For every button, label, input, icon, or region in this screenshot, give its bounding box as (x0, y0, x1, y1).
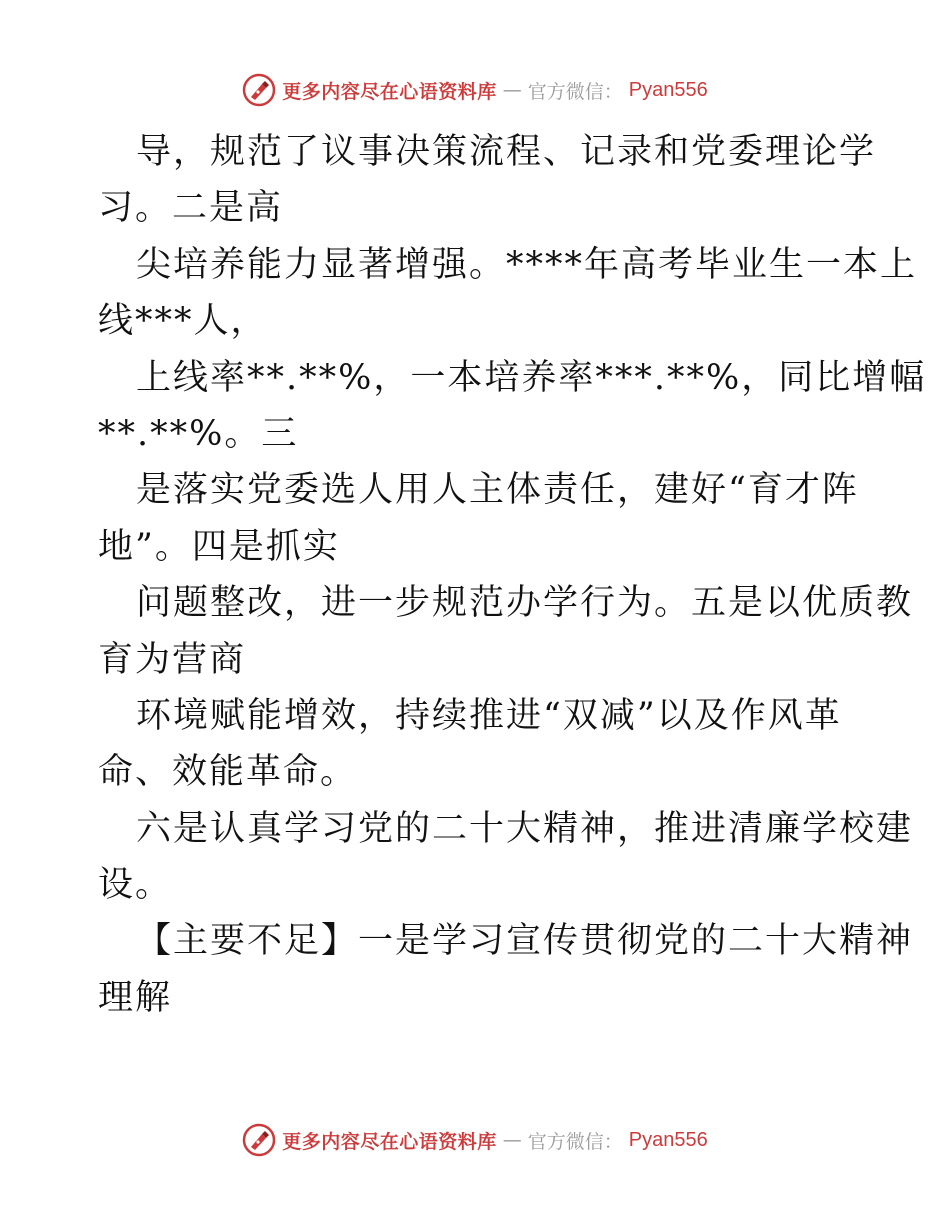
body-line: 理解 (98, 977, 173, 1018)
header-watermark (0, 70, 950, 110)
body-line: 导，规范了议事决策流程、记录和党委理论学 (136, 132, 877, 172)
watermark-dash: — (502, 1129, 522, 1151)
body-line: 环境赋能增效，持续推进“双减”以及作风革 (136, 695, 842, 736)
body-line: 上线率**.**%，一本培养率***.**%，同比增幅 (136, 357, 927, 398)
watermark-dash: — (502, 79, 522, 101)
watermark-wechat-id: Pyan556 (628, 78, 708, 101)
watermark-wechat-id: Pyan556 (628, 1128, 708, 1151)
pen-nib-logo-icon (242, 1123, 276, 1157)
body-line: 六是认真学习党的二十大精神，推进清廉学校建 (136, 808, 914, 849)
body-line: 尖培养能力显著增强。****年高考毕业生一本上 (136, 244, 918, 285)
watermark-wechat-label: 官方微信： (527, 1130, 623, 1153)
watermark-title: 更多内容尽在心语资料库 (282, 1130, 497, 1153)
body-line: 地”。四是抓实 (98, 526, 340, 567)
pen-nib-logo-icon (242, 73, 276, 107)
body-line: 问题整改，进一步规范办学行为。五是以优质教 (136, 583, 914, 624)
body-line: 命、效能革命。 (98, 752, 358, 793)
footer-watermark (0, 1120, 950, 1160)
watermark-title: 更多内容尽在心语资料库 (282, 80, 497, 103)
body-line: 设。 (98, 865, 173, 906)
body-line: 育为营商 (98, 639, 247, 680)
watermark-wechat-label: 官方微信： (527, 80, 623, 103)
document-body (98, 124, 927, 1026)
body-line: **.**%。三 (98, 413, 299, 454)
body-line: 【主要不足】一是学习宣传贯彻党的二十大精神 (136, 921, 914, 962)
body-line: 习。二是高 (98, 188, 284, 229)
body-line: 是落实党委选人用人主体责任，建好“育才阵 (136, 470, 859, 511)
body-line: 线***人， (98, 301, 268, 342)
